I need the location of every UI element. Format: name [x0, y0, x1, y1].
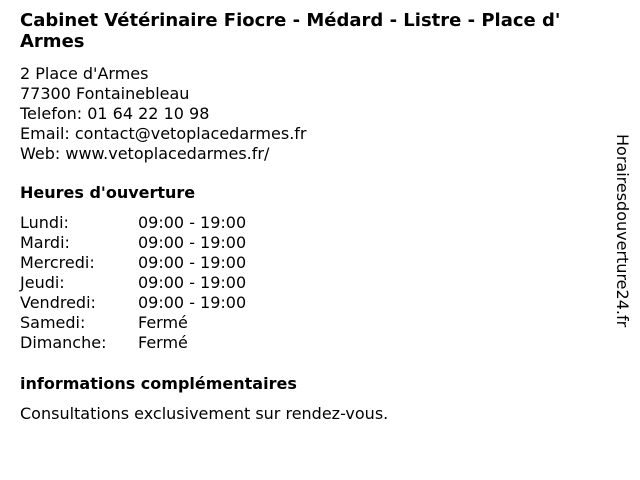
additional-info-heading: informations complémentaires: [20, 374, 297, 393]
hours-time: 09:00 - 19:00: [138, 253, 247, 272]
brand-watermark: Horairesdouverture24.fr: [613, 134, 632, 328]
page-title: Cabinet Vétérinaire Fiocre - Médard - Listre - Place d' Armes: [20, 10, 561, 52]
hours-row-saturday: [20, 313, 246, 333]
hours-time: Fermé: [138, 313, 188, 332]
hours-day: Lundi:: [20, 213, 69, 232]
hours-time: 09:00 - 19:00: [138, 213, 247, 232]
hours-row-sunday: [20, 333, 246, 353]
hours-time: Fermé: [138, 333, 188, 352]
hours-day: Mardi:: [20, 233, 70, 252]
additional-info-text: Consultations exclusivement sur rendez-vous.: [20, 404, 389, 423]
address-city: 77300 Fontainebleau: [20, 84, 190, 103]
hours-day: Dimanche:: [20, 333, 107, 352]
hours-day: Mercredi:: [20, 253, 95, 272]
contact-block: [20, 64, 306, 164]
hours-day: Vendredi:: [20, 293, 96, 312]
hours-day: Samedi:: [20, 313, 86, 332]
hours-day: Jeudi:: [20, 273, 65, 292]
hours-time: 09:00 - 19:00: [138, 233, 247, 252]
hours-row-tuesday: [20, 233, 246, 253]
opening-hours-heading: Heures d'ouverture: [20, 183, 196, 202]
hours-row-friday: [20, 293, 246, 313]
phone-number: Telefon: 01 64 22 10 98: [20, 104, 210, 123]
hours-time: 09:00 - 19:00: [138, 293, 247, 312]
website-link: Web: www.vetoplacedarmes.fr/: [20, 144, 270, 163]
hours-row-monday: [20, 213, 246, 233]
hours-row-thursday: [20, 273, 246, 293]
hours-time: 09:00 - 19:00: [138, 273, 247, 292]
hours-row-wednesday: [20, 253, 246, 273]
email-address: Email: contact@vetoplacedarmes.fr: [20, 124, 307, 143]
address-street: 2 Place d'Armes: [20, 64, 149, 83]
opening-hours-table: [20, 213, 246, 353]
